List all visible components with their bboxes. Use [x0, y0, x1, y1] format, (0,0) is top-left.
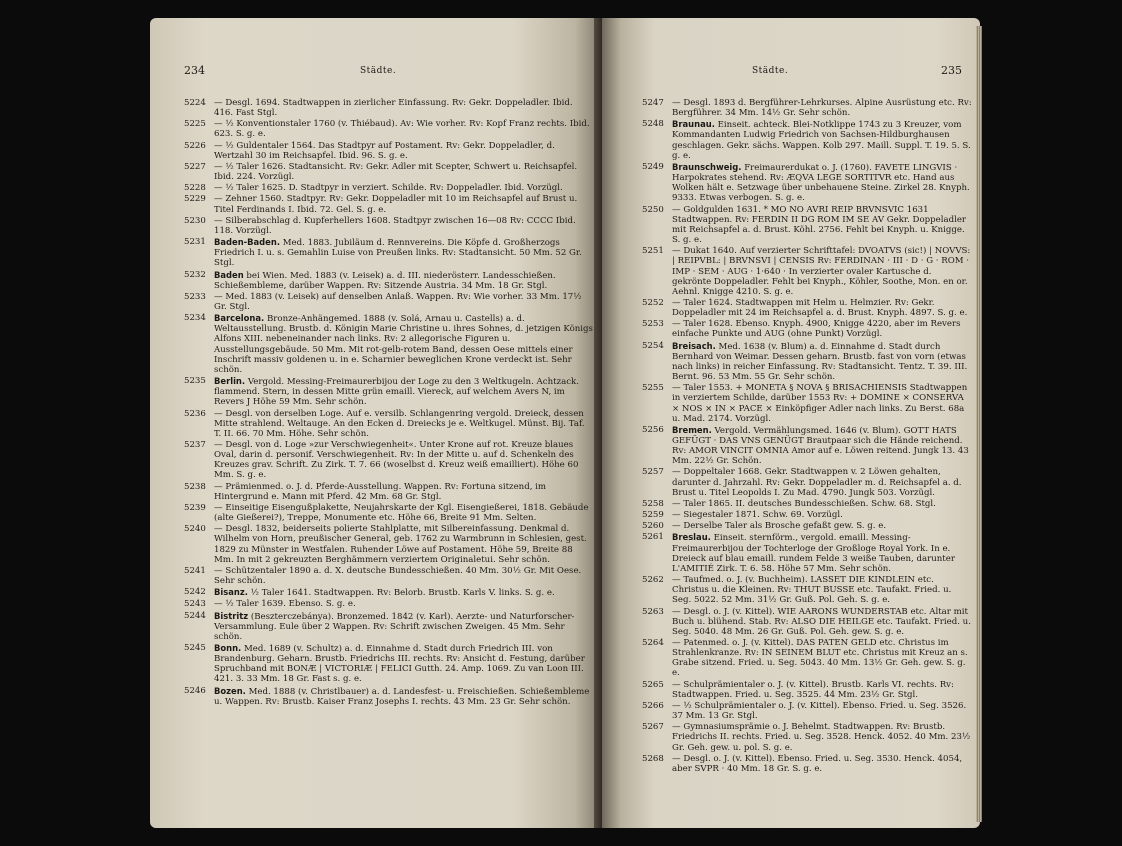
catalogue-entry	[184, 162, 594, 182]
catalogue-entry	[642, 119, 972, 161]
catalogue-entry	[184, 587, 594, 598]
lot-number: 5225	[184, 119, 206, 130]
lot-number: 5247	[642, 98, 664, 108]
left-catalogue-column	[184, 98, 594, 708]
catalogue-entry	[184, 194, 594, 214]
catalogue-entry	[642, 680, 972, 700]
catalogue-entry	[184, 611, 594, 642]
catalogue-entry	[642, 521, 972, 531]
right-running-head: Städte.	[752, 66, 789, 76]
lot-number: 5242	[184, 587, 206, 598]
right-page-number: 235	[941, 64, 962, 77]
catalogue-entry	[184, 119, 594, 139]
catalogue-entry	[184, 686, 594, 707]
entry-description: — Schulprämientaler o. J. (v. Kittel). Brustb. Karls VI. rechts. Rv: Stadtwappen. Fried. u. Seg. 3525. 44 Mm. 23½ Gr. Stgl.	[672, 679, 954, 700]
catalogue-entry	[642, 722, 972, 752]
lot-number: 5226	[184, 140, 206, 151]
city-heading: Braunau.	[672, 119, 715, 130]
lot-number: 5253	[642, 319, 664, 330]
open-book	[150, 18, 980, 828]
page-edges	[976, 26, 982, 822]
catalogue-entry	[184, 376, 594, 407]
entry-description: — Taler 1865. II. deutsches Bundesschießen. Schw. 68. Stgl.	[672, 498, 936, 509]
catalogue-entry	[642, 499, 972, 509]
entry-description: — Patenmed. o. J. (v. Kittel). DAS PATEN GELD etc. Christus im Strahlenkranze. Rv: IN SEINEM BLUT etc. Christus mit Kreuz an s. Grabe sitzend. Fried. u. Seg. 5043. 40 Mm. 13½ Gr. Geh. gew. S. g. e.	[672, 637, 968, 679]
entry-description: — Med. 1883 (v. Leisek) auf denselben Anlaß. Wappen. Rv: Wie vorher. 33 Mm. 17½ Gr. Stgl.	[214, 291, 582, 312]
entry-description: Vergold. Vermählungsmed. 1646 (v. Blum). GOTT HATS GEFÜGT · DAS VNS GENÜGT Brautpaar sich die Hände reichend. Rv: AMOR VINCIT OMNIA Amor auf e. Löwen reitend. Jungk 13. 43 Mm. 22½ Gr. Schön.	[672, 425, 969, 467]
right-catalogue-column	[642, 98, 972, 775]
lot-number: 5229	[184, 194, 206, 205]
entry-description: (Beszterczebánya). Bronzemed. 1842 (v. Karl). Aerzte- und Naturforscher-Versammlung. Eule über 2 Wappen. Rv: Schrift zwischen Zweigen. 45 Mm. Sehr schön.	[214, 611, 575, 642]
catalogue-entry	[184, 409, 594, 439]
entry-description: — ½ Taler 1626. Stadtansicht. Rv: Gekr. Adler mit Scepter, Schwert u. Reichsapfel. Ibid. 224. Vorzügl.	[214, 161, 578, 183]
catalogue-entry	[642, 638, 972, 679]
lot-number: 5260	[642, 521, 664, 532]
entry-description: Einseit. sternförm., vergold. emaill. Messing-Freimaurerbijou der Tochterloge der Großloge Royal York. In e. Dreieck auf blau emaill. rundem Felde 3 weiße Tauben, darunter L'AMITIÉ Zirk. T. 6. 58. Höhe 57 Mm. Sehr schön.	[672, 533, 955, 574]
catalogue-entry	[642, 246, 972, 297]
entry-description: — Taler 1624. Stadtwappen mit Helm u. Helmzier. Rv: Gekr. Doppeladler mit 24 im Reichsapfel a. d. Brust. Knyph. 4897. S. g. e.	[672, 297, 968, 319]
lot-number: 5234	[184, 313, 206, 324]
lot-number: 5232	[184, 269, 206, 280]
lot-number: 5246	[184, 685, 206, 696]
catalogue-entry	[642, 298, 972, 318]
catalogue-entry	[184, 524, 594, 565]
catalogue-entry	[184, 98, 594, 118]
city-heading: Bozen.	[214, 685, 246, 696]
entry-description: — Desgl. von d. Loge »zur Verschwiegenheit«. Unter Krone auf rot. Kreuze blaues Oval, darin d. personif. Verschwiegenheit. Rv: In der Mitte u. auf d. Schenkeln des Kreuzes grav. Schrift. Zu Zirk. T. 7. 66 (woselbst d. Kreuz weiß emailliert). Höhe 60 Mm. S. g. e.	[214, 440, 579, 481]
catalogue-entry	[184, 503, 594, 523]
lot-number: 5250	[642, 204, 664, 215]
city-heading: Breslau.	[672, 532, 711, 543]
city-heading: Braunschweig.	[672, 161, 742, 172]
catalogue-entry	[184, 643, 594, 685]
lot-number: 5241	[184, 565, 206, 576]
entry-description: — Doppeltaler 1668. Gekr. Stadtwappen v. 2 Löwen gehalten, darunter d. Jahrzahl. Rv: Gekr. Doppeladler m. d. Reichsapfel a. d. Brust u. Titel Leopolds I. Zu Mad. 4790. Jungk 503. Vorzügl.	[672, 467, 962, 498]
lot-number: 5249	[642, 161, 664, 172]
catalogue-entry	[642, 341, 972, 383]
catalogue-entry	[642, 98, 972, 118]
catalogue-entry	[642, 532, 972, 574]
catalogue-entry	[642, 319, 972, 339]
lot-number: 5254	[642, 340, 664, 351]
lot-number: 5257	[642, 467, 664, 478]
catalogue-entry	[642, 425, 972, 467]
lot-number: 5263	[642, 606, 664, 617]
lot-number: 5227	[184, 161, 206, 172]
entry-description: — Zehner 1560. Stadtpyr. Rv: Gekr. Doppeladler mit 10 im Reichsapfel auf Brust u. Titel Ferdinands I. Ibid. 72. Gel. S. g. e.	[214, 194, 578, 215]
entry-description: — Einseitige Eisengußplakette, Neujahrskarte der Kgl. Eisengießerei, 1818. Gebäude (alte Gießerei?), Treppe, Monumente etc. Höhe 66, Breite 91 Mm. Selten.	[214, 502, 589, 524]
entry-description: — Taler 1628. Ebenso. Knyph. 4900, Knigge 4220, aber im Revers einfache Punkte und AUG (ohne Punkt) Vorzügl.	[672, 319, 961, 340]
entry-description: — Desgl. o. J. (v. Kittel). Ebenso. Fried. u. Seg. 3530. Henck. 4054, aber SVPR · 40 Mm. 18 Gr. S. g. e.	[672, 753, 963, 774]
catalogue-entry	[184, 482, 594, 502]
lot-number: 5237	[184, 440, 206, 450]
catalogue-entry	[184, 237, 594, 268]
catalogue-entry	[642, 754, 972, 774]
entry-description: — ½ Schulprämientaler o. J. (v. Kittel). Ebenso. Fried. u. Seg. 3526. 37 Mm. 13 Gr. Stgl.	[672, 700, 967, 722]
entry-description: — Taufmed. o. J. (v. Buchheim). LASSET DIE KINDLEIN etc. Christus u. die Kleinen. Rv: THUT BUSSE etc. Taufakt. Fried. u. Seg. 5022. 52 Mm. 31½ Gr. Guß. Pol. Geh. S. g. e.	[672, 575, 952, 606]
catalogue-entry	[184, 313, 594, 375]
left-page	[150, 18, 602, 828]
entry-description: Med. 1888 (v. Christlbauer) a. d. Landesfest- u. Freischießen. Schießembleme u. Wappen. Rv: Brustb. Kaiser Franz Josephs I. rechts. 43 Mm. 23 Gr. Sehr schön.	[214, 686, 590, 707]
entry-description: — Silberabschlag d. Kupferhellers 1608. Stadtpyr zwischen 16—08 Rv: CCCC Ibid. 118. Vorzügl.	[214, 215, 576, 236]
lot-number: 5243	[184, 599, 206, 610]
catalogue-entry	[184, 440, 594, 481]
city-heading: Barcelona.	[214, 313, 265, 324]
lot-number: 5262	[642, 575, 664, 586]
lot-number: 5239	[184, 502, 206, 513]
lot-number: 5265	[642, 679, 664, 690]
entry-description: Med. 1638 (v. Blum) a. d. Einnahme d. Stadt durch Bernhard von Weimar. Dessen geharn. Brustb. fast von vorn (etwas nach links) in reicher Einfassung. Rv: Stadtansicht. Tentz. T. 39. III. Bernt. 96. 53 Mm. 55 Gr. Sehr schön.	[672, 341, 968, 383]
lot-number: 5231	[184, 237, 206, 248]
entry-description: ½ Taler 1641. Stadtwappen. Rv: Belorb. Brustb. Karls V. links. S. g. e.	[250, 588, 555, 599]
catalogue-entry	[642, 607, 972, 637]
catalogue-entry	[642, 701, 972, 721]
city-heading: Bonn.	[214, 642, 242, 653]
catalogue-entry	[184, 216, 594, 236]
lot-number: 5238	[184, 481, 206, 492]
lot-number: 5252	[642, 297, 664, 308]
entry-description: — Schützentaler 1890 a. d. X. deutsche Bundesschießen. 40 Mm. 30½ Gr. Mit Oese. Sehr schön.	[214, 565, 582, 587]
entry-description: — Taler 1553. + MONETA § NOVA § BRISACHIENSIS Stadtwappen in verziertem Schilde, darüber 1553 Rv: + DOMINE × CONSERVA × NOS × IN × PACE × Einköpfiger Adler nach links. Zu Berst. 68a u. Mad. 2174. Vorzügl.	[672, 383, 968, 424]
lot-number: 5268	[642, 753, 664, 764]
entry-description: Med. 1689 (v. Schultz) a. d. Einnahme d. Stadt durch Friedrich III. von Brandenburg. Geharn. Brustb. Friedrichs III. rechts. Rv: Ansicht d. Festung, darüber Spruchband mit BONÆ | VICTORIÆ | FELICI Gutth. 24. Amp. 1069. Zu van Loon III. 421. 3. 33 Mm. 18 Gr. Fast s. g. e.	[214, 643, 585, 685]
catalogue-entry	[642, 510, 972, 520]
lot-number: 5236	[184, 408, 206, 419]
entry-description: Einseit. achteck. Blei-Notklippe 1743 zu 3 Kreuzer, vom Kommandanten Ludwig Friedrich von Sachsen-Hildburghausen geschlagen. Gekr. sächs. Wappen. Kolb 297. Maill. Suppl. T. 19. 5. S. g. e.	[672, 120, 971, 161]
city-heading: Bisanz.	[214, 587, 248, 598]
entry-description: — Desgl. 1893 d. Bergführer-Lehrkurses. Alpine Ausrüstung etc. Rv: Bergführer. 34 Mm. 14½ Gr. Sehr schön.	[672, 98, 972, 119]
entry-description: — ½ Taler 1625. D. Stadtpyr in verziert. Schilde. Rv: Doppeladler. Ibid. Vorzügl.	[214, 183, 563, 194]
lot-number: 5240	[184, 524, 206, 535]
entry-description: — Siegestaler 1871. Schw. 69. Vorzügl.	[672, 510, 843, 521]
entry-description: — Desgl. von derselben Loge. Auf e. versilb. Schlangenring vergold. Dreieck, dessen Mitte strahlend. Weltauge. An den Ecken d. Dreiecks je e. Weltkugel. Münst. Bij. Taf. T. II. 66. 70 Mm. Höhe. Sehr schön.	[214, 408, 585, 439]
lot-number: 5255	[642, 383, 664, 394]
lot-number: 5264	[642, 637, 664, 648]
lot-number: 5267	[642, 722, 664, 733]
lot-number: 5228	[184, 183, 206, 194]
lot-number: 5245	[184, 642, 206, 653]
entry-description: — Desgl. 1832, beiderseits polierte Stahlplatte, mit Silbereinfassung. Denkmal d. Wilhelm von Horn, preußischer General, geb. 1762 zu Warmbrunn in Schlesien, gest. 1829 zu Münster in Westfalen. Ruhender Löwe auf Postament. Höhe 59, Breite 88 Mm. In mit 2 gekreuzten Berghämmern verziertem Originaletui. Sehr schön.	[214, 524, 587, 565]
lot-number: 5244	[184, 610, 206, 621]
lot-number: 5256	[642, 424, 664, 435]
city-heading: Berlin.	[214, 376, 246, 387]
catalogue-entry	[184, 270, 594, 291]
entry-description: Freimaurerdukat o. J. (1760). FAVETE LINGVIS · Harpokrates stehend. Rv: ÆQVA LEGE SORTITVR etc. Hand aus Wolken hält e. Setzwage über unbehauene Steine. Zirkel 28. Knyph. 9333. Etwas verbogen. S. g. e.	[672, 162, 970, 204]
catalogue-entry	[642, 162, 972, 204]
catalogue-entry	[184, 183, 594, 193]
city-heading: Breisach.	[672, 340, 716, 351]
right-page	[602, 18, 980, 828]
catalogue-entry	[184, 599, 594, 609]
catalogue-entry	[642, 467, 972, 497]
entry-description: — Goldgulden 1631. * MO NO AVRI REIP BRVNSVIC 1631 Stadtwappen. Rv: FERDIN II DG ROM IM SE AV Gekr. Doppeladler mit Reichsapfel a. d. Brust. Köhl. 2756. Fehlt bei Knyph. u. Knigge. S. g. e.	[672, 204, 967, 246]
lot-number: 5258	[642, 498, 664, 509]
lot-number: 5261	[642, 532, 664, 543]
catalogue-entry	[642, 205, 972, 246]
entry-description: — Dukat 1640. Auf verzierter Schrifttafel: DVOATVS (sic!) | NOVVS: | REIPVBL: | BRVNSVI | CENSIS Rv: FERDINAN · III · D · G · ROM · IMP · SEM · AUG · 1·640 · In verzierter ovaler Kartusche d. gekrönte Doppeladler. Fehlt bei Knyph., Köhler, Soothe, Mon. en or. Aehnl. Knigge 4210. S. g. e.	[672, 246, 971, 297]
catalogue-entry	[642, 383, 972, 424]
catalogue-entry	[184, 292, 594, 312]
lot-number: 5248	[642, 119, 664, 130]
lot-number: 5233	[184, 291, 206, 302]
catalogue-entry	[642, 575, 972, 605]
entry-description: Bronze-Anhängemed. 1888 (v. Solá, Arnau u. Castells) a. d. Weltausstellung. Brustb. d. Königin Marie Christine u. ihres Sohnes, d. jetzigen Königs Alfons XIII. nebeneinander nach links. Rv: 2 allegorische Figuren u. Ausstellungsgebäude. 50 Mm. Mit rot-gelb-rotem Band, dessen Oese mittels einer Inschrift massiv goldenen u. in e. Scharnier beweglichen Krone verdeckt ist. Sehr schön.	[214, 314, 593, 375]
entry-description: — Derselbe Taler als Brosche gefaßt gew. S. g. e.	[672, 521, 887, 532]
catalogue-entry	[184, 566, 594, 586]
entry-description: bei Wien. Med. 1883 (v. Leisek) a. d. III. niederösterr. Landesschießen. Schießembleme, darüber Wappen. Rv: Sitzende Austria. 34 Mm. 18 Gr. Stgl.	[214, 270, 556, 291]
lot-number: 5235	[184, 376, 206, 387]
entry-description: — ½ Taler 1639. Ebenso. S. g. e.	[214, 599, 356, 610]
entry-description: Vergold. Messing-Freimaurerbijou der Loge zu den 3 Weltkugeln. Achtzack. flammend. Stern, in dessen Mitte grün emaill. Viereck, auf welchem Avers N, im Revers J Höhe 59 Mm. Sehr schön.	[214, 377, 579, 408]
entry-description: — ½ Konventionstaler 1760 (v. Thiébaud). Av: Wie vorher. Rv: Kopf Franz rechts. Ibid. 623. S. g. e.	[214, 119, 590, 140]
catalogue-entry	[184, 141, 594, 161]
entry-description: — Gymnasiumsprämie o. J. Behelmt. Stadtwappen. Rv: Brustb. Friedrichs II. rechts. Fried. u. Seg. 3528. Henck. 4052. 40 Mm. 23½ Gr. Geh. gew. u. pol. S. g. e.	[672, 722, 971, 753]
lot-number: 5224	[184, 98, 206, 108]
city-heading: Baden	[214, 269, 244, 280]
left-running-head: Städte.	[360, 66, 397, 76]
city-heading: Bremen.	[672, 424, 712, 435]
left-page-number: 234	[184, 64, 205, 77]
lot-number: 5266	[642, 700, 664, 711]
entry-description: — ½ Guldentaler 1564. Das Stadtpyr auf Postament. Rv: Gekr. Doppeladler, d. Wertzahl 30 im Reichsapfel. Ibid. 96. S. g. e.	[214, 140, 555, 161]
lot-number: 5251	[642, 246, 664, 257]
lot-number: 5259	[642, 510, 664, 521]
city-heading: Bistritz	[214, 610, 249, 621]
entry-description: — Prämienmed. o. J. d. Pferde-Ausstellung. Wappen. Rv: Fortuna sitzend, im Hintergrund e. Mann mit Pferd. 42 Mm. 68 Gr. Stgl.	[214, 481, 547, 502]
city-heading: Baden-Baden.	[214, 237, 281, 248]
entry-description: — Desgl. o. J. (v. Kittel). WIE AARONS WUNDERSTAB etc. Altar mit Buch u. blühend. Stab. Rv: ALSO DIE HEILGE etc. Taufakt. Fried. u. Seg. 5040. 48 Mm. 26 Gr. Guß. Pol. Geh. gew. S. g. e.	[672, 606, 971, 637]
lot-number: 5230	[184, 215, 206, 226]
entry-description: Med. 1883. Jubiläum d. Rennvereins. Die Köpfe d. Großherzogs Friedrich I. u. s. Gemahlin Luise von Preußen links. Rv: Stadtansicht. 50 Mm. 52 Gr. Stgl.	[214, 238, 582, 269]
entry-description: — Desgl. 1694. Stadtwappen in zierlicher Einfassung. Rv: Gekr. Doppeladler. Ibid. 416. Fast Stgl.	[214, 98, 573, 119]
